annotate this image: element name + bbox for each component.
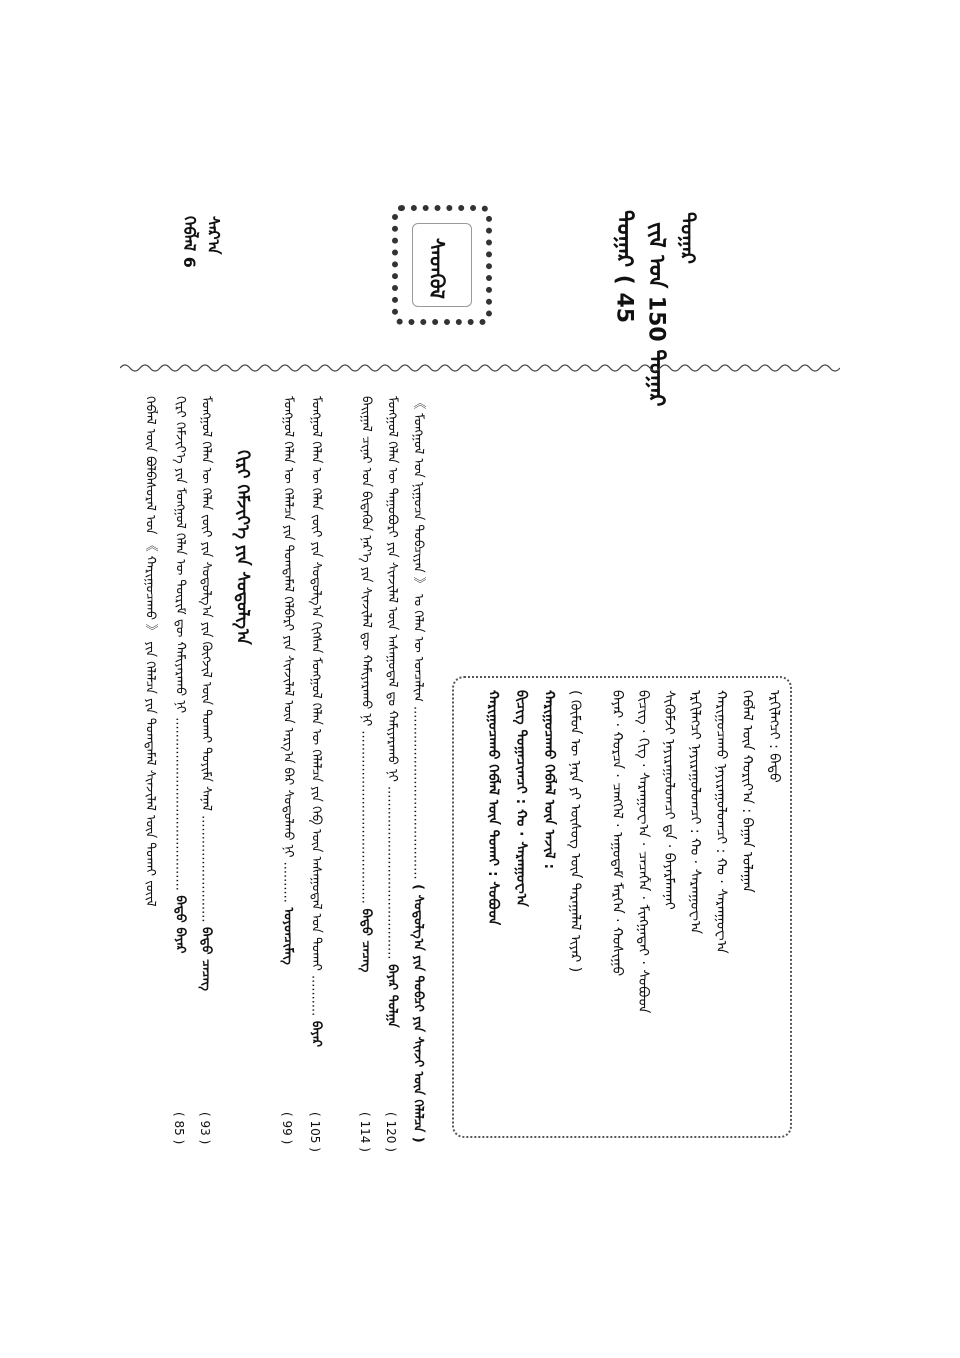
toc-page-number: ( 99 )	[280, 1112, 294, 1145]
toc-entry	[172, 396, 188, 1156]
section-heading: ᠬᠢᠷᠢ ᠬᠡᠮᠵᠢᠶ᠎ᠡ ᠶᠢᠨ ᠰᠤᠳᠤᠯᠭ᠎ᠠ	[232, 450, 253, 645]
toc-entry-title: ᠮᠣᠩᠭᠣᠯ ᠬᠡᠯᠡᠨ ᠦ ᠬᠡᠯᠡᠯᠴᠡ ᠶᠢᠨ ᠲᠣᠭᠲᠠᠮᠠᠯ ᠬᠡᠯᠪᠡᠷᠢ ᠶᠢᠨ ᠰᠢᠨᠵᠢᠯᠡᠯ ᠦᠨ ᠠᠷᠭ᠎ᠠ ᠪᠠᠷ ᠰᠤᠳᠤᠯᠬᠤ ᠨᠢ ..........	[280, 396, 296, 903]
info-line: ᠪᠢᠴᠢᠭ᠌ ᠲᠣᠭᠠᠴᠢᠭᠴᠢ : ᠬᠤ · ᠰᠠᠷᠠᠨᠭᠤᠸ᠎ᠠ	[512, 690, 529, 907]
toc-page-number: ( 114 )	[358, 1112, 372, 1152]
toc-entry-title: ᠮᠣᠩᠭᠣᠯ ᠬᠡᠯᠡᠨ ᠦ ᠳᠠᠭᠤᠪᠤᠷᠢ ᠶᠢᠨ ᠰᠢᠨᠵᠢᠯᠡᠯ ᠦᠨ ᠠᠰᠠᠭᠤᠳᠠᠯ ᠳᠤ ᠬᠠᠮᠢᠶᠠᠷᠠᠬᠤ ᠨᠢ ..........................................	[384, 396, 400, 960]
info-line: ᠬᠡᠪᠯᠡᠯ ᠦᠨ ᠬᠤᠷᠢᠶ᠎ᠠ : ᠪᠠᠭᠠᠨ ᠤᠯᠠᠭᠠᠨ	[738, 690, 755, 893]
toc-page-number: ( 93 )	[198, 1112, 212, 1145]
toc-entry	[410, 396, 426, 1156]
wavy-divider	[120, 362, 840, 374]
toc-page-number: ( 85 )	[172, 1112, 186, 1145]
toc-entry-title: ᠮᠣᠩᠭᠣᠯ ᠬᠡᠯᠡᠨ ᠦ ᠬᠡᠯᠡᠨ ᠵᠦᠢ ᠶᠢᠨ ᠰᠤᠳᠤᠯᠭ᠎ᠠ ᠬᠢᠭᠰᠡᠨ ᠮᠣᠩᠭᠣᠯ ᠬᠡᠯᠡᠨ ᠦ ᠬᠡᠯᠡᠯᠴᠡ ᠶᠢᠨ ᠬᠡᠪ ᠦᠨ ᠠᠰᠠᠭᠤᠳᠠᠯ ᠤᠨ ᠲᠤᠬᠠᠶ ..........	[308, 396, 324, 1017]
toc-entry-title: 《 ᠮᠣᠩᠭᠣᠯ ᠤᠨ ᠨᠢᠭᠤᠴᠠ ᠲᠣᠪᠴᠢᠶᠠᠨ 》 ᠤ ᠬᠡᠯᠡᠨ ᠦ ᠣᠨᠴᠠᠯᠢᠭ ..........................................	[410, 396, 426, 880]
toc-entry-title: ᠪᠠᠢ᠌ᠭᠠᠯ ᠴᠢᠨᠠᠷ ᠤᠨ ᠪᠢᠳᠡᠭᠦᠨ ᠨᠡᠷ᠎ᠡ ᠶᠢᠨ ᠰᠢᠨᠵᠢᠯᠡᠯ ᠳᠦ ᠬᠠᠮᠢᠶᠠᠷᠠᠬᠤ ᠨᠢ ..........................................	[358, 396, 374, 904]
toc-entry-author: ᠪᠠᠶᠠᠷ ᠲᠤᠯᠭᠠ	[384, 959, 400, 1028]
toc-entry-title: ᠬᠢᠷᠢ ᠬᠡᠮᠵᠢᠶ᠎ᠡ ᠶᠢᠨ ᠮᠣᠩᠭᠣᠯ ᠬᠡᠯᠡᠨ ᠦ ᠳᠦᠷᠢᠮ ᠳᠦ ᠬᠠᠮᠢᠶᠠᠷᠠᠬᠤ ᠨᠢ ..........................................	[172, 396, 188, 891]
toc-entry-author: ᠪᠠᠲᠤ ᠪᠠᠶᠠᠷ	[172, 890, 188, 954]
toc-entry-author: ᠪᠠᠲᠤ ᠴᠡᠴᠡᠭ	[358, 903, 374, 973]
toc-entry	[142, 396, 158, 1156]
toc-entry-author: ᠣᠶᠤᠨᠴᠢᠮᠡᠭ	[280, 902, 296, 965]
toc-entry	[384, 396, 400, 1156]
toc-entry	[198, 396, 214, 1156]
info-line: ᠬᠠᠷᠢᠭᠤᠴᠠᠬᠤ ᠨᠠᠶᠢᠷᠠᠭᠤᠯᠤᠭᠴᠢ : ᠬᠤ · ᠰᠠᠷᠠᠨᠭᠤᠸ᠎ᠠ	[712, 690, 729, 954]
edition-label: ᠬᠡᠪᠯᠡᠯ 6	[180, 216, 200, 268]
toc-entry-title: ᠮᠣᠩᠭᠣᠯ ᠬᠡᠯᠡᠨ ᠦ ᠬᠡᠯᠡᠨ ᠵᠦᠢ ᠶᠢᠨ ᠰᠤᠳᠤᠯᠭ᠎ᠠ ᠶᠢᠨ ᠬᠥᠭᠵᠢᠯ ᠦᠨ ᠲᠤᠬᠠᠢ ᠲᠤᠶᠢᠮᠠ ᠰᠠᠨᠠᠯ ..........................	[198, 396, 214, 923]
toc-page-number: ( 120 )	[384, 1112, 398, 1152]
toc-entry	[358, 396, 374, 1156]
info-line: ᠪᠢᠴᠢᠭ᠌ · ᠬᠢᠭ᠌ · ᠰᠠᠷᠠᠨᠭᠤᠸ᠎ᠠ · ᠴᠡᠴᠡᠭᠮᠠ · ᠮᠢᠩᠭᠠᠳᠠᠢ · ᠰᠤᠪᠤᠳ	[634, 690, 651, 1014]
toc-entry	[308, 396, 324, 1156]
info-line: ᠰᠢᠭᠦᠮᠵᠢ ᠨᠠᠶᠢᠷᠠᠭᠤᠯᠤᠭᠴᠢ ᠳᠠ · ᠪᠠᠶᠠᠷᠮᠠᠭᠨᠠᠢ	[660, 690, 677, 910]
issue-total-line: ᠵᠢᠯ ᠤᠨ 150 ᠳᠤᠭᠠᠷ	[643, 222, 669, 407]
issue-number-line: ᠳᠤᠭᠠᠷ ( 45	[611, 210, 637, 324]
info-line: ᠡᠷᠬᠢᠯᠡᠭᠴᠢ : ᠪᠠᠲᠤ	[765, 690, 782, 783]
info-line: ᠬᠠᠷᠢᠭᠤᠴᠠᠬᠤ ᠬᠡᠪᠯᠡᠯ ᠦᠨ ᠲᠤᠬᠠᠶ : ᠰᠤᠪᠤᠳ	[484, 690, 501, 926]
month-label: ᠰᠠᠷ᠎ᠠ	[204, 216, 224, 255]
info-line: ᠪᠠᠶᠠᠷ · ᠬᠤᠷᠴᠠ · ᠴᠡᠩᠭᠡᠯ · ᠠᠭᠤᠳᠠᠮ ᠮᠡᠷᠭᠡᠨ · ᠬᠤᠰᠢᠭᠤ	[608, 690, 625, 977]
toc-page-number: ( 105 )	[308, 1112, 322, 1152]
toc-entry	[280, 396, 296, 1156]
toc-entry-author: ᠪᠠᠶᠠᠷ	[308, 1016, 324, 1047]
contents-title: ᠰᠡᠳᠭᠦᠯ	[425, 238, 449, 299]
toc-entry-title: ᠬᠡᠪᠯᠡᠯ ᠦᠨ ᠪᠣᠯᠪᠠᠰᠤᠷᠠᠯ ᠤᠨ 《 ᠬᠠᠷᠢᠭᠤᠴᠠᠬᠤ 》 ᠶᠢᠨ ᠬᠡᠯᠡᠯᠴᠡ ᠶᠢᠨ ᠲᠣᠭᠲᠠᠮᠠᠯ ᠰᠢᠨᠵᠢᠯᠡᠯ ᠦᠨ ᠲᠤᠬᠠᠢ ᠵᠦᠢᠯ	[142, 396, 158, 907]
info-line: ᠬᠠᠷᠢᠭᠤᠴᠠᠬᠤ ᠬᠡᠪᠯᠡᠯ ᠦᠨ ᠠᠵᠢᠯ :	[540, 690, 557, 870]
issue-order-line: ᠳᠤᠭᠠᠷ	[676, 212, 700, 264]
info-line: ᠡᠷᠬᠢᠯᠡᠭᠴᠢ ᠨᠠᠶᠢᠷᠠᠭᠤᠯᠤᠭᠴᠢ : ᠬᠤ · ᠰᠠᠷᠠᠨᠭᠤᠸ᠎ᠠ	[686, 690, 703, 934]
info-line: ( ᠬᠦᠮᠦᠨ ᠦ ᠨᠡᠷᠡ ᠶᠢ ᠦᠰᠦᠭ ᠦᠨ ᠳᠠᠷᠠᠭᠠᠯᠠᠯ ᠢᠶᠠᠷ )	[566, 690, 583, 973]
toc-entry-author: ( ᠰᠤᠳᠤᠯᠭ᠎ᠠ ᠶᠢᠨ ᠲᠣᠪᠴᠢ ᠶᠢᠨ ᠰᠢᠨᠵᠢ ᠦᠨ ᠬᠡᠯᠡᠯᠴᠡ )	[410, 879, 426, 1143]
toc-entry-author: ᠪᠠᠲᠤ ᠴᠡᠴᠡᠭ	[198, 922, 214, 991]
